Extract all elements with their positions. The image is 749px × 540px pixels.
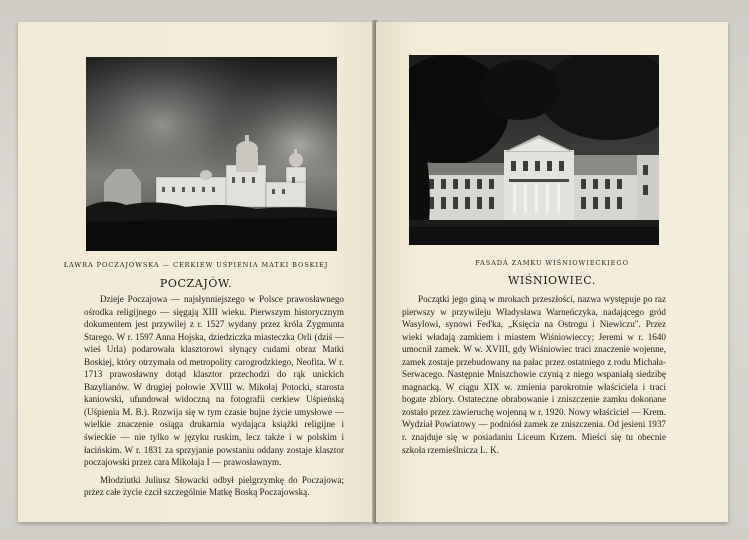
photo-wisniowiec-palace — [409, 55, 659, 245]
photo-pochaiv-lavra — [86, 57, 337, 251]
left-page-title: POCZAJÓW. — [159, 277, 233, 290]
left-page — [18, 22, 374, 522]
left-page-body — [84, 293, 344, 499]
right-page — [376, 22, 728, 522]
right-page-title: WIŚNIOWIEC. — [508, 274, 596, 287]
palace-photo-image — [409, 55, 659, 245]
left-paragraph-2: Młodziutki Juliusz Słowacki odbył pielgrzymkę do Poczajowa; przez całe życie czcił szczególnie Matkę Boską Poczajowską. — [84, 474, 344, 498]
right-page-body — [402, 293, 666, 456]
right-photo-caption: FASADA ZAMKU WIŚNIOWIECKIEGO — [475, 259, 629, 267]
left-photo-caption: ŁAWRA POCZAJOWSKA — CERKIEW UŚPIENIA MATKI BOSKIEJ — [63, 261, 329, 269]
right-paragraph-1: Początki jego giną w mrokach przeszłości, nazwa występuje po raz pierwszy w przywileju Władysława Warneńczyka, nadającego gród Wasylowi, synowi Fed'ka, „Księcia na Ostrogu i Niewiczu". Przez wieki władają zamkiem i miastem Wiśniowieccy; Jeremi w r. 1640 umocnił zamek. W w. XVIII, gdy Wiśniowiec traci znaczenie wojenne, zamek zostaje przebudowany na pałac przez ostatniego z rodu Michała-Serwacego. Następnie Mniszchowie czynią z niego wspaniałą siedzibę magnacką. W ciągu XIX w. zmienia parokrotnie właściciela i traci bogate zbiory. Ostateczne obrabowanie i zniszczenie zamku dokonane zostało przez zawieruchę wojenną w r. 1920. Nowy właściciel — Krem. Wydział Powiatowy — podniósł zamek ze zniszczenia. Od jesieni 1937 r. znajduje się w posiadaniu Liceum Krzem. Mieści się tu obecnie szkoła rzemieślnicza L. K. — [402, 294, 666, 455]
left-paragraph-1: Dzieje Poczajowa — najsłynniejszego w Polsce prawosławnego ośrodka religijnego — sięgają XIII wieku. Pierwszym historycznym dokumentem jest przywilej z r. 1527 wydany przez króla Zygmunta Starego. W r. 1597 Anna Hojska, dziedziczka miasteczka Orli (dziś — wieś Urla) podarowała klasztorowi słynący cudami obraz Matki Boskiej, który otrzymała od metropolity carogrodzkiego, Neofita. W r. 1713 prawosławny dotąd klasztor przechodzi do rąk unickich Bazylianów. W drugiej połowie XVIII w. Mikołaj Potocki, starosta kaniowski, ufundował widoczną na fotografii cerkiew Uśpieńską (Uśpienia M. B.). Rozwija się w tym czasie bujne życie umysłowe — wielkie znaczenie osiąga drukarnia wydająca książki religijne i świeckie — nie tylko w języku ruskim, lecz także i w polskim i łacińskim. W r. 1831 za sprzyjanie powstaniu oddany zostaje klasztor poczajowski przez cara Mikołaja I — prawosławnym. — [84, 294, 344, 468]
lavra-photo-image — [86, 57, 337, 251]
